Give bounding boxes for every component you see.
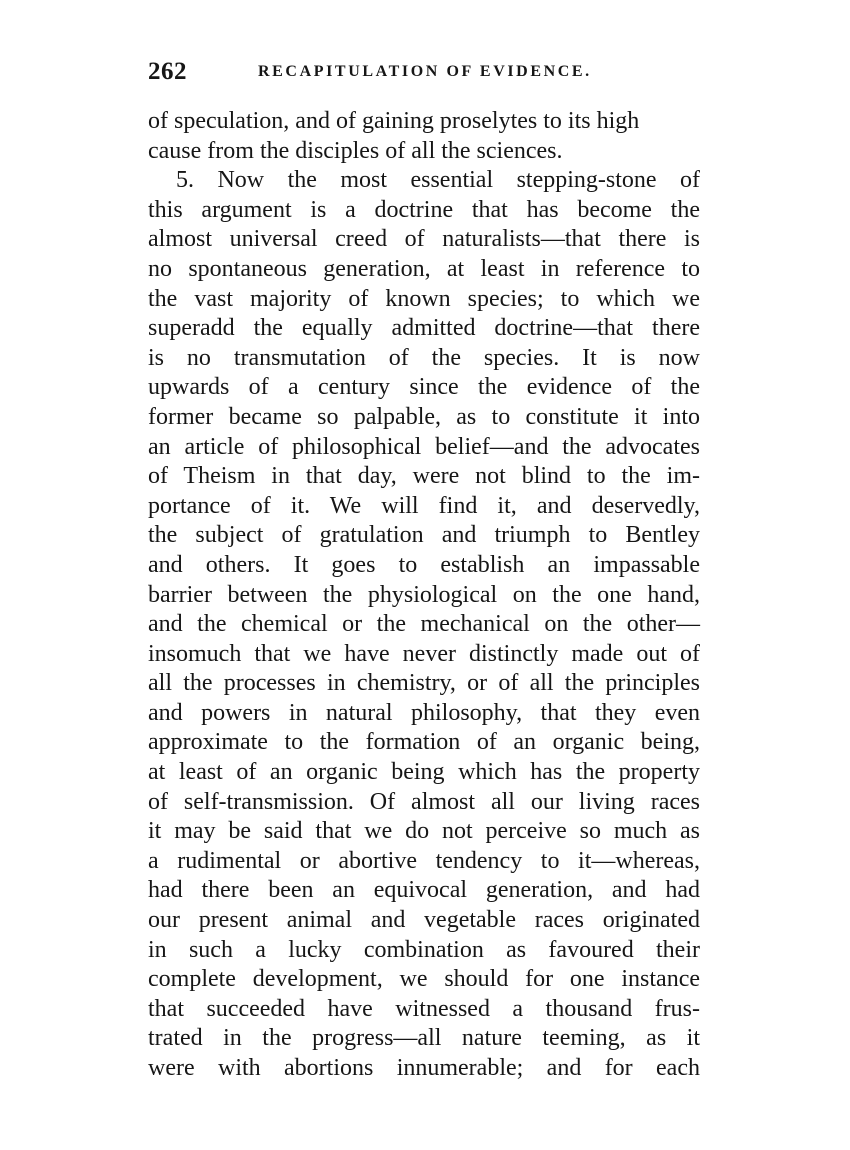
text-line: a rudimental or abortive tendency to it—whereas,: [148, 847, 700, 874]
text-line: superadd the equally admitted doctrine—that there: [148, 315, 700, 342]
text-line: of self-transmission. Of almost all our living races: [148, 788, 700, 815]
text-line: this argument is a doctrine that has become the: [148, 196, 700, 223]
text-line: trated in the progress—all nature teeming, as it: [148, 1025, 700, 1052]
body-text: [148, 107, 700, 1084]
text-line: were with abortions innumerable; and for each: [148, 1055, 700, 1081]
running-head: RECAPITULATION OF EVIDENCE.: [258, 63, 592, 80]
text-line: and others. It goes to establish an impassable: [148, 551, 700, 578]
text-line: had there been an equivocal generation, and had: [148, 877, 700, 904]
text-line: of Theism in that day, were not blind to the im-: [148, 463, 700, 490]
text-line: of speculation, and of gaining proselytes to its high: [148, 108, 640, 134]
page-number: 262: [148, 58, 187, 85]
text-line: in such a lucky combination as favoured their: [148, 936, 700, 963]
text-line: complete development, we should for one instance: [148, 966, 700, 993]
text-line: is no transmutation of the species. It is now: [148, 344, 700, 371]
text-line: barrier between the physiological on the one hand,: [148, 581, 700, 608]
text-line: former became so palpable, as to constitute it into: [148, 403, 700, 430]
text-line: no spontaneous generation, at least in reference to: [148, 255, 700, 282]
page-header: [148, 58, 708, 92]
text-line: approximate to the formation of an organic being,: [148, 729, 700, 756]
text-line: the vast majority of known species; to which we: [148, 285, 700, 312]
text-line: portance of it. We will find it, and deservedly,: [148, 492, 700, 519]
text-line: insomuch that we have never distinctly made out of: [148, 640, 700, 667]
text-line: at least of an organic being which has the property: [148, 759, 700, 786]
text-line: and powers in natural philosophy, that they even: [148, 699, 700, 726]
text-line: upwards of a century since the evidence of the: [148, 374, 700, 401]
text-line: almost universal creed of naturalists—that there is: [148, 226, 700, 253]
text-line: cause from the disciples of all the sciences.: [148, 137, 563, 164]
text-line: an article of philosophical belief—and the advocates: [148, 433, 700, 460]
text-line: it may be said that we do not perceive so much as: [148, 818, 700, 845]
text-line: our present animal and vegetable races originated: [148, 907, 700, 934]
paragraph-start-line: 5. Now the most essential stepping-stone of: [176, 167, 700, 194]
text-line: and the chemical or the mechanical on the other—: [148, 611, 700, 638]
text-line: all the processes in chemistry, or of all the principles: [148, 670, 700, 697]
text-line: the subject of gratulation and triumph to Bentley: [148, 522, 700, 549]
text-line: that succeeded have witnessed a thousand frus-: [148, 995, 700, 1022]
